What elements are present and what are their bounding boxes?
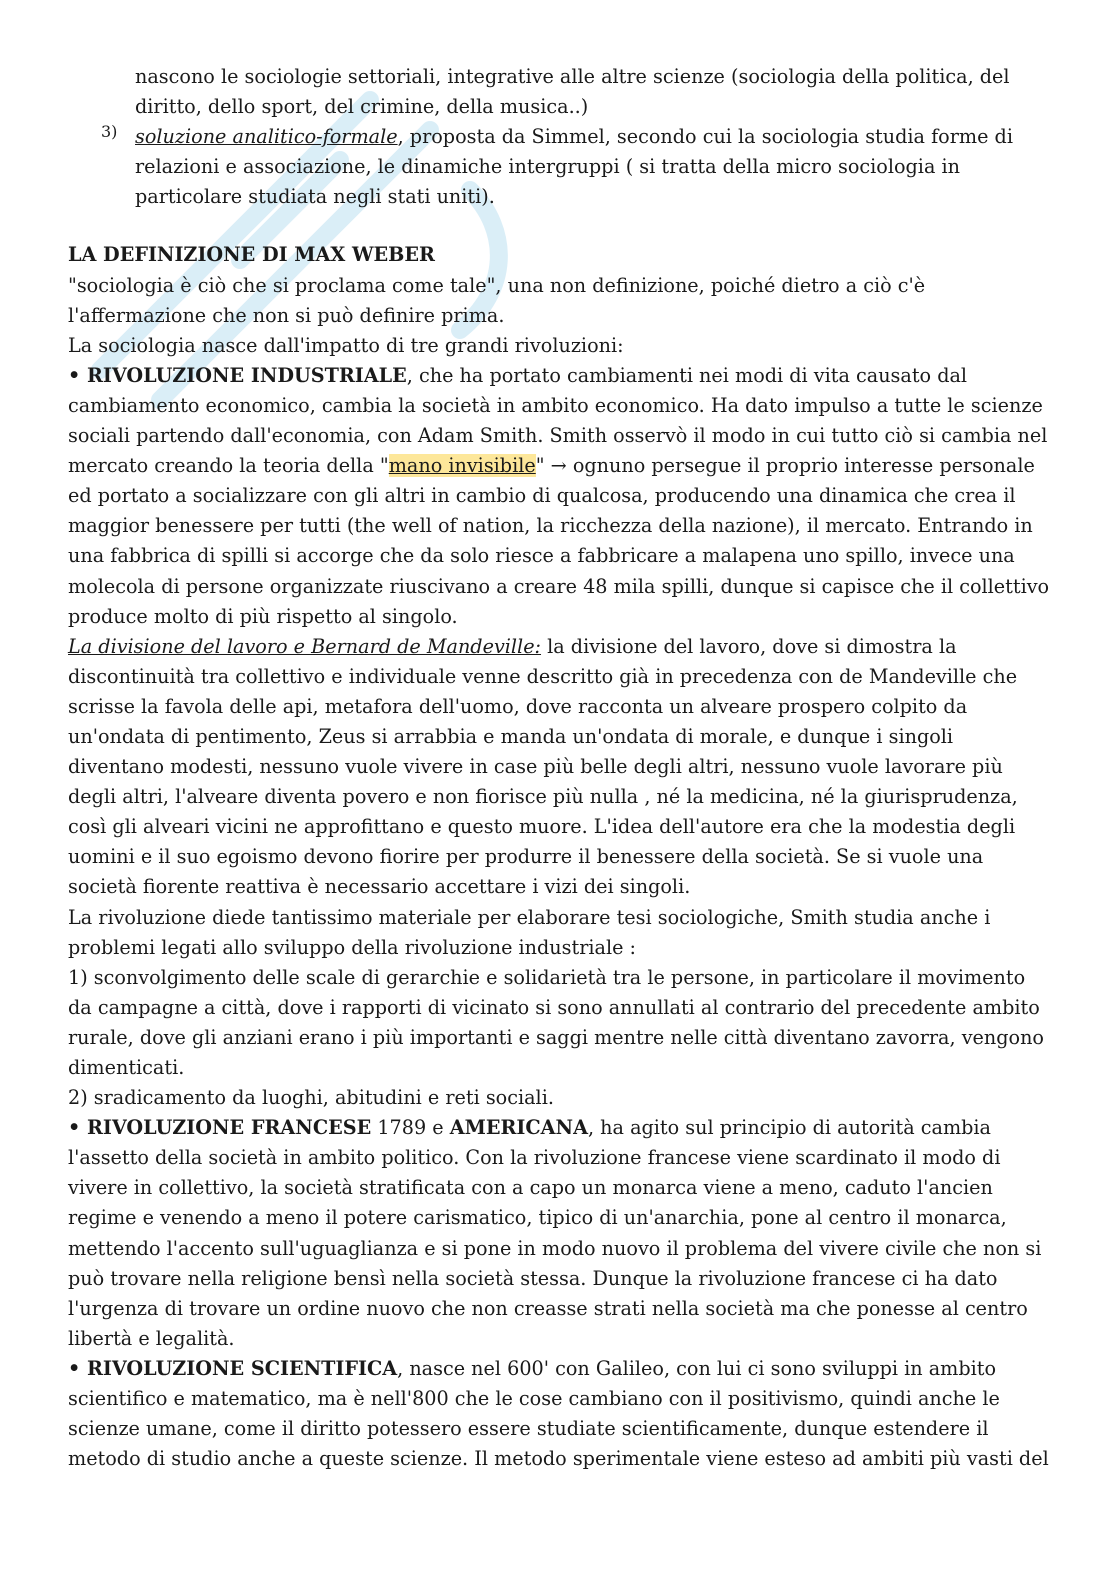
paragraph-settoriali: nascono le sociologie settoriali, integrative alle altre scienze (sociologia della politica, del diritto, dello sport, del crimine, della musica..) xyxy=(135,65,1010,119)
point-2: 2) sradicamento da luoghi, abitudini e reti sociali. xyxy=(68,1086,554,1110)
list-number: 3) xyxy=(101,122,118,142)
paragraph-mandeville: La divisione del lavoro e Bernard de Mandeville: la divisione del lavoro, dove si dimostra la discontinuità tra collettivo e individuale venne descritto già in precedenza con de Mandeville che scrisse la favola delle api, metafora dell'uomo, dove racconta un alveare prospero colpito da un'ondata di pentimento, Zeus si arrabbia e manda un'ondata di morale, e dunque i singoli diventano modesti, nessuno vuole vivere in case più belle degli altri, nessuno vuole lavorare più degli altri, l'alveare diventa povero e non fiorisce più nulla , né la medicina, né la giurisprudenza, così gli alveari vicini ne approfittano e questo muore. L'idea dell'autore era che la modestia degli uomini e il suo egoismo devono fiorire per produrre il benessere della società. Se si vuole una società fiorente reattiva è necessario accettare i vizi dei singoli. xyxy=(68,634,1018,899)
weber-definition: "sociologia è ciò che si proclama come tale", una non definizione, poiché dietro a ciò c'è l'affermazione che non si può definire prima. xyxy=(68,273,926,327)
point-1: 1) sconvolgimento delle scale di gerarchie e solidarietà tra le persone, in particolare il movimento da campagne a città, dove i rapporti di vicinato si sono annullati al contrario del precedente ambito rurale, dove gli anziani erano i più importanti e saggi mentre nelle città diventano zavorra, vengono dimenticati. xyxy=(68,965,1044,1079)
title-mandeville: La divisione del lavoro e Bernard de Mandeville: xyxy=(68,634,542,658)
term-analitico-formale: soluzione analitico-formale xyxy=(135,125,398,149)
title-francese: • RIVOLUZIONE FRANCESE xyxy=(68,1116,372,1140)
section-heading: LA DEFINIZIONE DI MAX WEBER xyxy=(68,243,435,267)
document-page xyxy=(68,62,1054,1474)
title-scientifica: • RIVOLUZIONE SCIENTIFICA xyxy=(68,1356,398,1380)
item3-text: , proposta da Simmel, secondo cui la sociologia studia forme di relazioni e associazione, le dinamiche intergruppi ( si tratta della micro sociologia in particolare studiata negli stati uniti). xyxy=(135,125,1013,209)
paragraph-francese: • RIVOLUZIONE FRANCESE 1789 e AMERICANA, ha agito sul principio di autorità cambia l'assetto della società in ambito politico. Con la rivoluzione francese viene scardinato il modo di vivere in collettivo, la società stratificata con a capo un monarca viene a meno, caduto l'ancien regime e venendo a meno il potere carismatico, tipico di un'anarchia, pone al centro il monarca, mettendo l'accento sull'uguaglianza e si pone in modo nuovo il problema del vivere civile che non si può trovare nella religione bensì nella società stessa. Dunque la rivoluzione francese ci ha dato l'urgenza di trovare un ordine nuovo che non creasse strati nella società ma che ponesse al centro libertà e legalità. xyxy=(68,1116,1042,1350)
paragraph-industriale: • RIVOLUZIONE INDUSTRIALE, che ha portato cambiamenti nei modi di vita causato dal cambiamento economico, cambia la società in ambito economico. Ha dato impulso a tutte le scienze sociali partendo dall'economia, con Adam Smith. Smith osservò il modo in cui tutto ciò si cambia nel mercato creando la teoria della "mano invisibile" → ognuno persegue il proprio interesse personale ed portato a socializzare con gli altri in cambio di qualcosa, producendo una dinamica che crea il maggior benessere per tutti (the well of nation, la ricchezza della nazione), il mercato. Entrando in una fabbrica di spilli si accorge che da solo riesce a fabbricare a malapena uno spillo, invece una molecola di persone organizzate riuscivano a creare 48 mila spilli, dunque si capisce che il collettivo produce molto di più rispetto al singolo. xyxy=(68,363,1050,628)
paragraph-rivoluzione: La rivoluzione diede tantissimo materiale per elaborare tesi sociologiche, Smith studia anche i problemi legati allo sviluppo della rivoluzione industriale : xyxy=(68,905,991,959)
highlight-mano-invisibile: mano invisibile xyxy=(388,454,536,478)
title-americana: AMERICANA xyxy=(449,1116,588,1140)
title-industriale: • RIVOLUZIONE INDUSTRIALE xyxy=(68,363,407,387)
paragraph-scientifica: • RIVOLUZIONE SCIENTIFICA, nasce nel 600' con Galileo, con lui ci sono sviluppi in ambito scientifico e matematico, ma è nell'800 che le cose cambiano con il positivismo, quindi anche le scienze umane, come il diritto potessero essere studiate scientificamente, dunque estendere il metodo di studio anche a queste scienze. Il metodo sperimentale viene esteso ad ambiti più vasti del xyxy=(68,1356,1049,1471)
list-item-3 xyxy=(68,122,1054,212)
intro-paragraph: La sociologia nasce dall'impatto di tre grandi rivoluzioni: xyxy=(68,333,624,357)
